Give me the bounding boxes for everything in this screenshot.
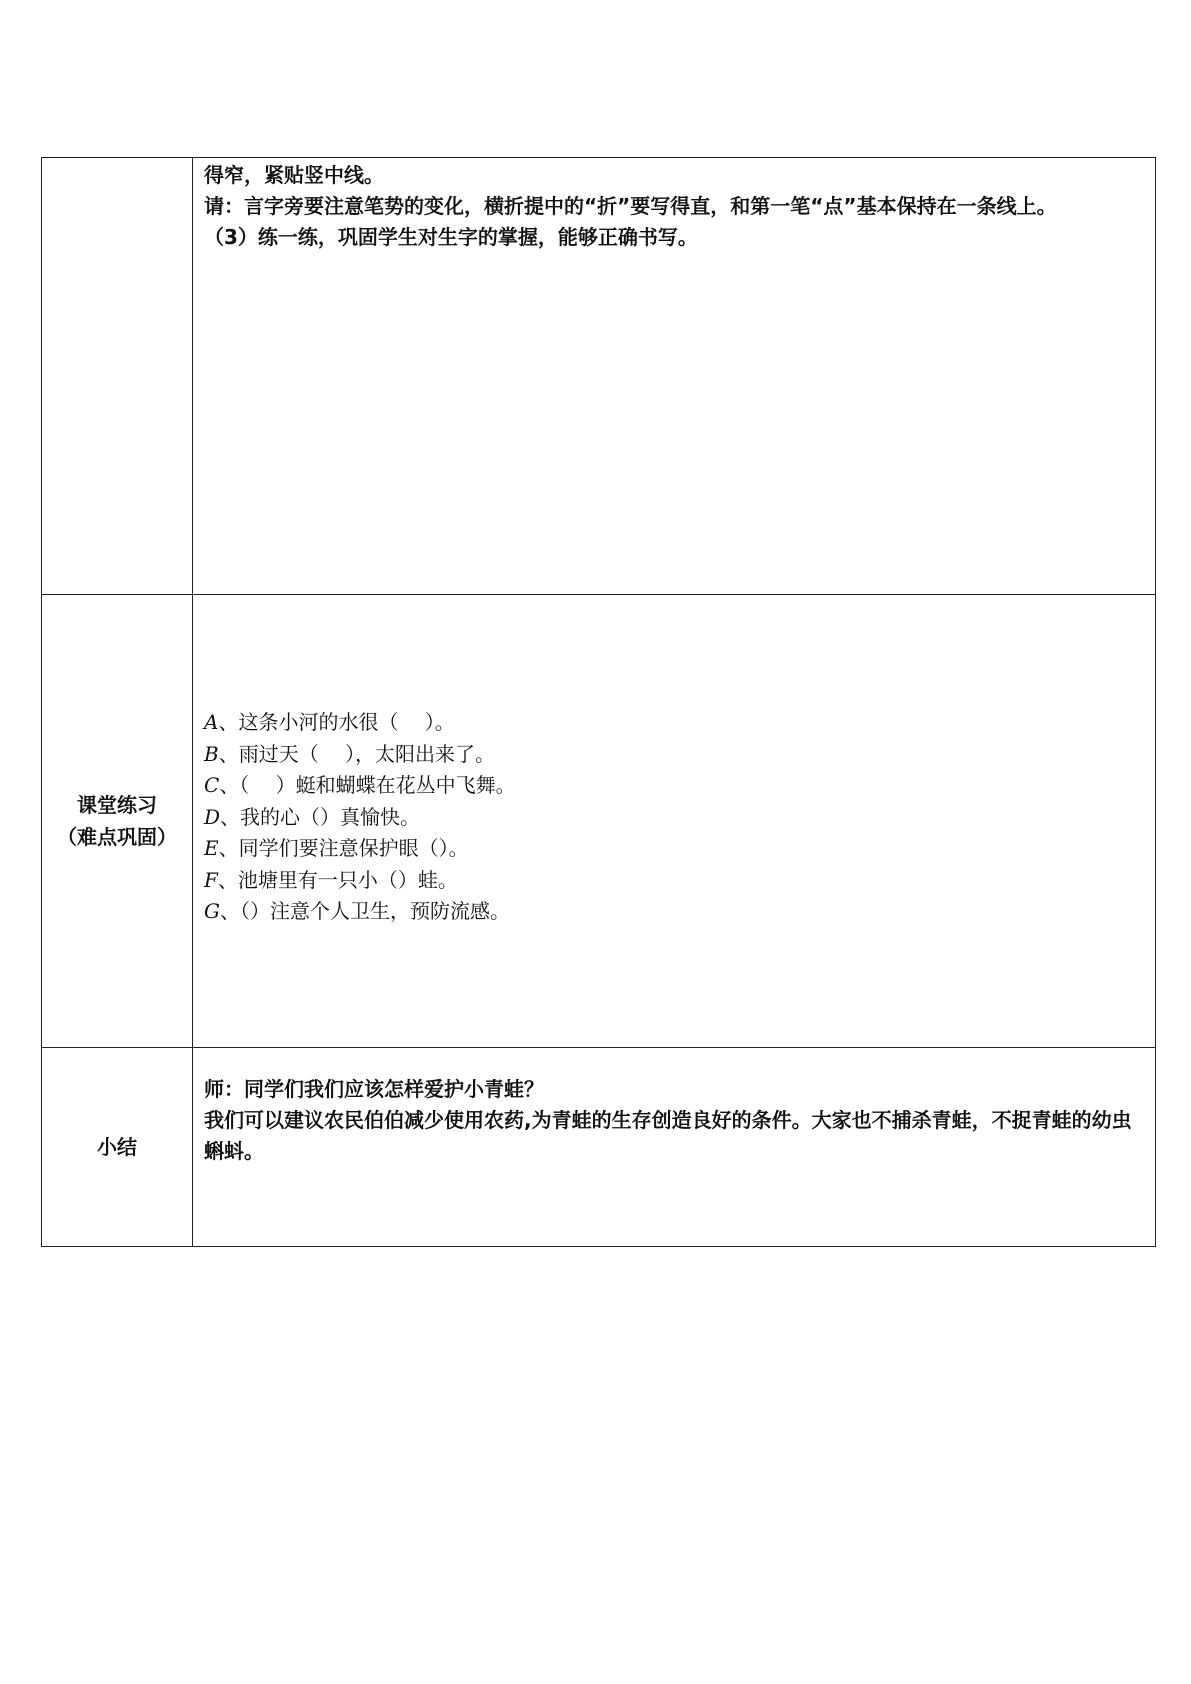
table-row — [42, 595, 1156, 1048]
row-label-summary: 小结 — [42, 1048, 193, 1247]
row-label-subtitle: （难点巩固） — [57, 825, 177, 849]
exercise-text: 、同学们要注意保护眼（）。 — [218, 836, 469, 860]
text-line: （3）练一练，巩固学生对生字的掌握，能够正确书写。 — [204, 225, 698, 249]
content-cell-exercises — [193, 595, 1156, 1048]
row-label-empty — [42, 158, 193, 595]
exercise-letter: F — [204, 867, 218, 892]
exercise-item — [204, 896, 1147, 928]
exercise-text: 、雨过天（ ），太阳出来了。 — [218, 741, 496, 766]
text-line: 师：同学们我们应该怎样爱护小青蛙？ — [204, 1077, 544, 1101]
exercise-item — [204, 802, 1147, 834]
exercise-letter: E — [204, 836, 219, 860]
exercise-text: 、（）注意个人卫生，预防流感。 — [219, 899, 510, 923]
content-cell-writing — [193, 158, 1156, 595]
exercise-letter: B — [204, 741, 219, 766]
text-paragraph: 我们可以建议农民伯伯减少使用农药,为青蛙的生存创造良好的条件。大家也不捕杀青蛙，不捉青蛙的幼虫蝌蚪。 — [204, 1108, 1132, 1163]
text-line: 请：言字旁要注意笔势的变化，横折提中的“折”要写得直，和第一笔“点”基本保持在一条线上。 — [204, 194, 1057, 218]
exercise-item — [204, 707, 1147, 739]
exercise-text: 、我的心（）真愉快。 — [220, 804, 421, 829]
exercise-item — [204, 770, 1147, 802]
row-label-title: 课堂练习 — [77, 793, 157, 817]
text-line: 得窄，紧贴竖中线。 — [204, 163, 384, 187]
exercise-letter: A — [204, 710, 219, 734]
exercise-item — [204, 739, 1147, 771]
exercise-letter: D — [204, 804, 221, 829]
exercise-item — [204, 833, 1147, 865]
exercise-text: 、池塘里有一只小（）蛙。 — [217, 867, 458, 892]
exercise-item — [204, 865, 1147, 897]
table-row — [42, 1048, 1156, 1247]
exercise-letter: C — [204, 773, 220, 797]
content-cell-summary — [193, 1048, 1156, 1247]
exercise-text: 、这条小河的水很（ ）。 — [218, 710, 455, 734]
exercise-letter: G — [204, 899, 220, 923]
lesson-plan-table — [41, 157, 1156, 1247]
row-label-practice — [42, 595, 193, 1048]
exercise-text: 、（ ）蜓和蝴蝶在花丛中飞舞。 — [219, 773, 516, 797]
table-row — [42, 158, 1156, 595]
